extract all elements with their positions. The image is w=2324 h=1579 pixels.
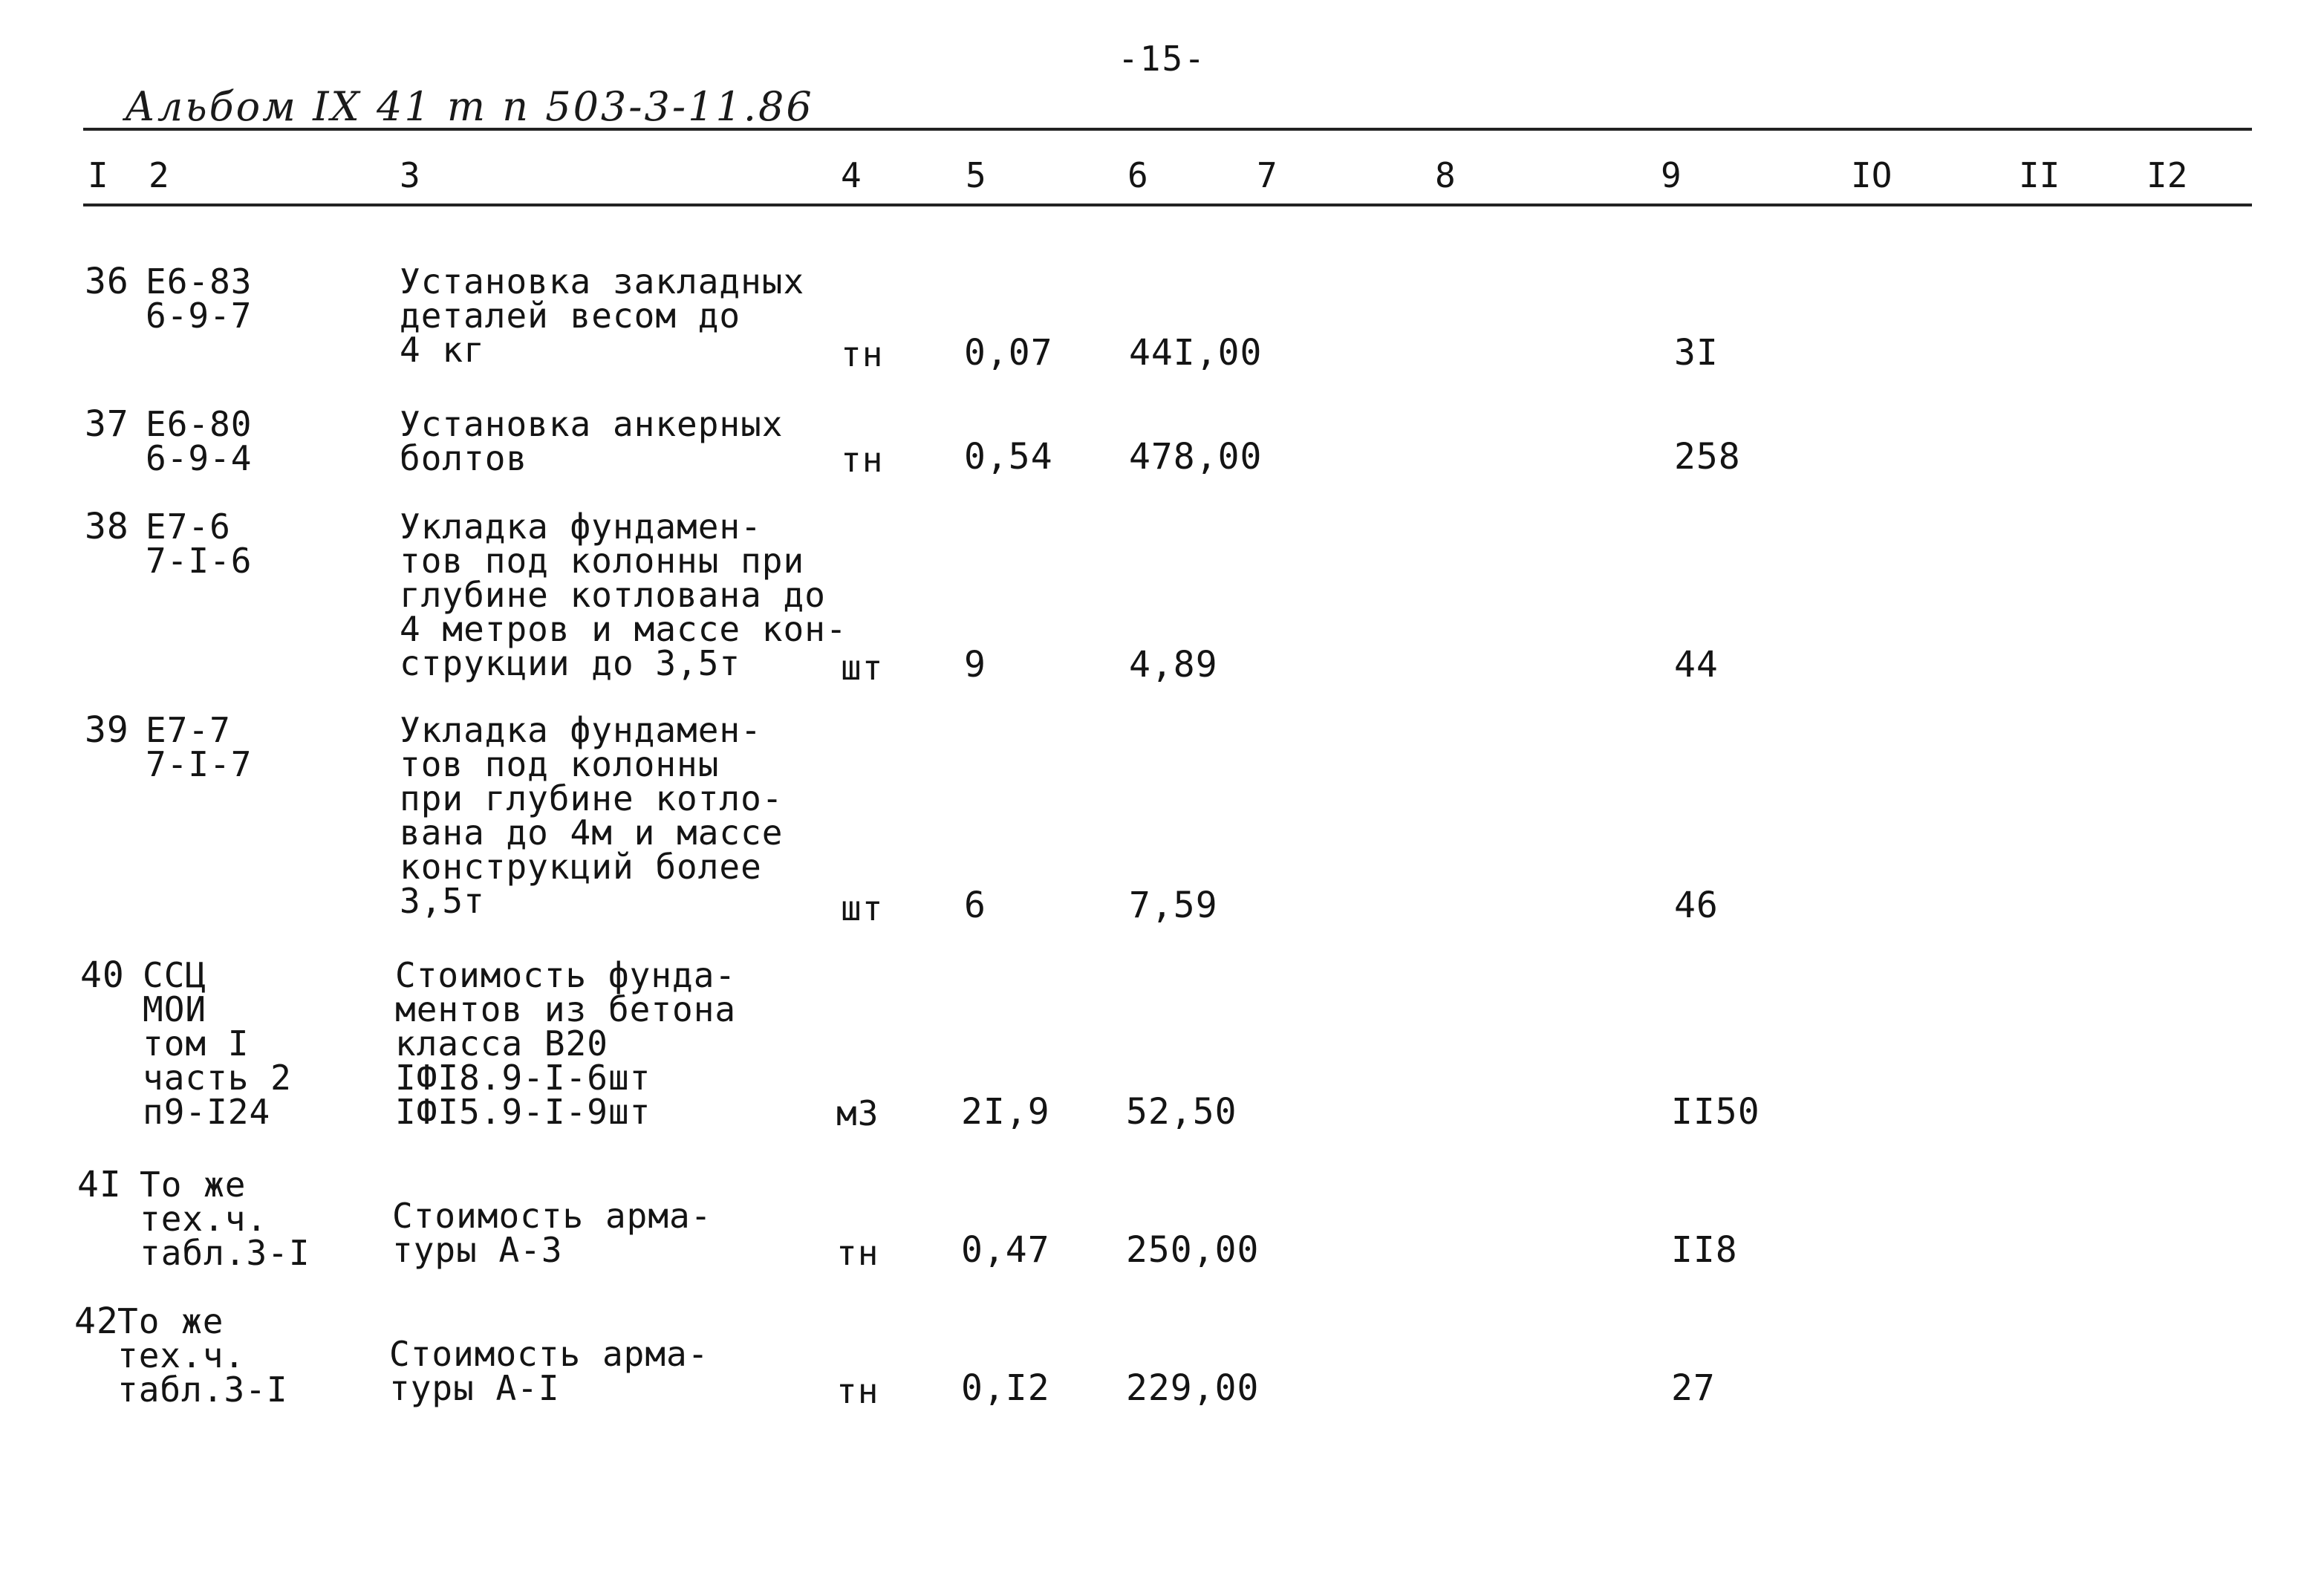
total-cost: 3I xyxy=(1674,332,1719,374)
column-header-4: 4 xyxy=(841,155,862,195)
column-header-8: 8 xyxy=(1435,155,1456,195)
unit: тн xyxy=(841,440,884,480)
quantity: 0,07 xyxy=(964,332,1053,374)
unit: м3 xyxy=(836,1093,879,1133)
unit-price: 229,00 xyxy=(1126,1367,1260,1409)
unit: шт xyxy=(841,888,884,928)
row-number: 36 xyxy=(85,261,129,302)
unit-price: 4,89 xyxy=(1129,644,1218,686)
row-number: 39 xyxy=(85,709,129,751)
column-header-12: I2 xyxy=(2146,155,2188,195)
column-header-5: 5 xyxy=(966,155,986,195)
row-number: 4I xyxy=(77,1164,122,1205)
total-cost: II50 xyxy=(1671,1091,1760,1133)
row-number: 42 xyxy=(74,1300,119,1342)
total-cost: 44 xyxy=(1674,644,1719,686)
quantity: 0,I2 xyxy=(961,1367,1050,1409)
norm-code: ССЦ МОИ том I часть 2 п9-I24 xyxy=(143,955,292,1132)
norm-code: Е7-6 7-I-6 xyxy=(146,507,253,581)
total-cost: II8 xyxy=(1671,1229,1738,1271)
work-description: Установка анкерных болтов xyxy=(400,404,784,478)
unit-price: 478,00 xyxy=(1129,436,1263,478)
column-header-11: II xyxy=(2019,155,2060,195)
work-description: Укладка фундамен- тов под колонны при глубине котлована до 4 метров и массе кон- струкции до 3,5т xyxy=(400,507,847,683)
unit: тн xyxy=(836,1233,879,1273)
unit-price: 44I,00 xyxy=(1129,332,1263,374)
work-description: Установка закладных деталей весом до 4 кг xyxy=(400,261,805,370)
unit: тн xyxy=(836,1371,879,1411)
column-header-2: 2 xyxy=(149,155,169,195)
unit-price: 7,59 xyxy=(1129,885,1218,926)
unit: тн xyxy=(841,334,884,374)
row-number: 38 xyxy=(85,506,129,547)
unit-price: 52,50 xyxy=(1126,1091,1237,1133)
quantity: 0,54 xyxy=(964,436,1053,478)
column-header-9: 9 xyxy=(1661,155,1682,195)
quantity: 9 xyxy=(964,644,986,686)
work-description: Стоимость арма- туры А-I xyxy=(389,1334,709,1408)
total-cost: 46 xyxy=(1674,885,1719,926)
column-header-1: I xyxy=(88,155,108,195)
header-bottom-rule xyxy=(83,204,2252,206)
norm-code: Е6-80 6-9-4 xyxy=(146,404,253,478)
row-number: 37 xyxy=(85,403,129,445)
quantity: 0,47 xyxy=(961,1229,1050,1271)
page-number: -15- xyxy=(1118,39,1206,79)
work-description: Укладка фундамен- тов под колонны при глубине котло- вана до 4м и массе конструкций более 3,5т xyxy=(400,710,784,921)
column-header-3: 3 xyxy=(400,155,420,195)
header-top-rule xyxy=(83,128,2252,131)
unit-price: 250,00 xyxy=(1126,1229,1260,1271)
column-header-7: 7 xyxy=(1257,155,1277,195)
norm-code: Е6-83 6-9-7 xyxy=(146,261,253,336)
work-description: Стоимость арма- туры А-3 xyxy=(392,1196,712,1270)
norm-code: То же тех.ч. табл.3-I xyxy=(140,1165,310,1273)
total-cost: 27 xyxy=(1671,1367,1716,1409)
norm-code: То же тех.ч. табл.3-I xyxy=(117,1301,288,1410)
column-header-6: 6 xyxy=(1127,155,1148,195)
quantity: 6 xyxy=(964,885,986,926)
norm-code: Е7-7 7-I-7 xyxy=(146,710,253,784)
quantity: 2I,9 xyxy=(961,1091,1050,1133)
row-number: 40 xyxy=(80,954,125,996)
total-cost: 258 xyxy=(1674,436,1741,478)
album-reference: Альбом IX 41 т п 503-3-11.86 xyxy=(125,83,814,130)
work-description: Стоимость фунда- ментов из бетона класса В20 IФI8.9-I-6шт IФI5.9-I-9шт xyxy=(395,955,737,1132)
unit: шт xyxy=(841,648,884,688)
column-header-10: IO xyxy=(1851,155,1892,195)
